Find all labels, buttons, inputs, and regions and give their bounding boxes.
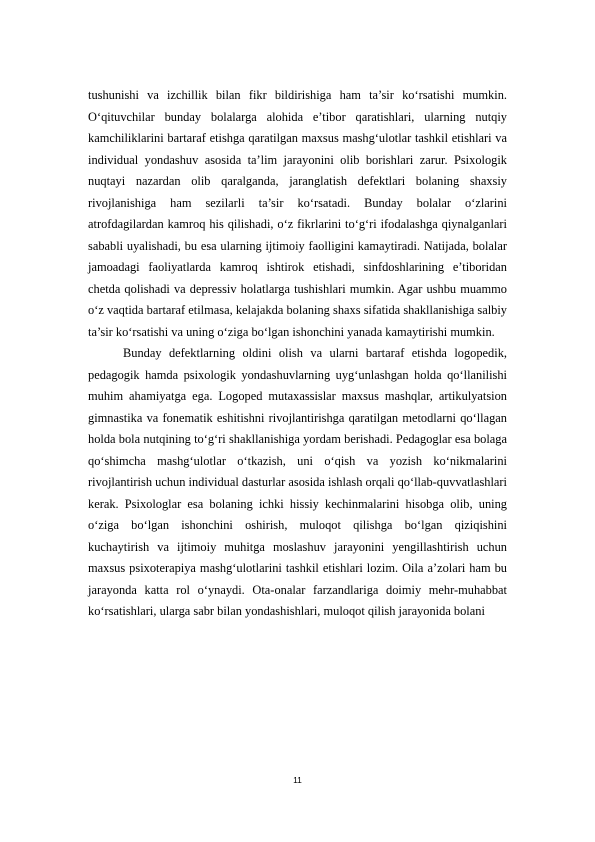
page-number: 11 [293,775,302,785]
body-text [88,85,507,623]
paragraph-2: Bunday defektlarning oldini olish va ularni bartaraf etishda logopedik, pedagogik hamda psixologik yondashuvlarning uyg‘unlashgan holda qo‘llanilishi muhim ahamiyatga ega. Logoped mutaxassislar maxsus mashqlar, artikulyatsion gimnastika va fonematik eshitishni rivojlantirishga qaratilgan metodlarni qo‘llagan holda bola nutqining to‘g‘ri shakllanishiga yordam berishadi. Pedagoglar esa bolaga qo‘shimcha mashg‘ulotlar o‘tkazish, uni o‘qish va yozish ko‘nikmalarini rivojlantirish uchun individual dasturlar asosida ishlash orqali qo‘llab-quvvatlashlari kerak. Psixologlar esa bolaning ichki hissiy kechinmalarini hisobga olib, uning o‘ziga bo‘lgan ishonchini oshirish, muloqot qilishga bo‘lgan qiziqishini kuchaytirish va ijtimoiy muhitga moslashuv jarayonini yengillashtirish uchun maxsus psixoterapiya mashg‘ulotlarini tashkil etishlari lozim. Oila a’zolari ham bu jarayonda katta rol o‘ynaydi. Ota-onalar farzandlariga doimiy mehr-muhabbat ko‘rsatishlari, ularga sabr bilan yondashishlari, muloqot qilish jarayonida bolani [88,346,507,618]
paragraph-1: tushunishi va izchillik bilan fikr bildirishiga ham ta’sir ko‘rsatishi mumkin. O‘qituvchilar bunday bolalarga alohida e’tibor qaratishlari, ularning nutqiy kamchiliklarini bartaraf etishga qaratilgan maxsus mashg‘ulotlar tashkil etishlari va individual yondashuv asosida ta’lim jarayonini olib borishlari zarur. Psixologik nuqtayi nazardan olib qaralganda, jaranglatish defektlari bolaning shaxsiy rivojlanishiga ham sezilarli ta’sir ko‘rsatadi. Bunday bolalar o‘zlarini atrofdagilardan kamroq his qilishadi, o‘z fikrlarini to‘g‘ri ifodalashga qiynalganlari sababli uyalishadi, bu esa ularning ijtimoiy faolligini kamaytiradi. Natijada, bolalar jamoadagi faoliyatlarda kamroq ishtirok etishadi, sinfdoshlarining e’tiboridan chetda qolishadi va depressiv holatlarga tushishlari mumkin. Agar ushbu muammo o‘z vaqtida bartaraf etilmasa, kelajakda bolaning shaxs sifatida shakllanishiga salbiy ta’sir ko‘rsatishi va uning o‘ziga bo‘lgan ishonchini yanada kamaytirishi mumkin. [88,88,507,339]
